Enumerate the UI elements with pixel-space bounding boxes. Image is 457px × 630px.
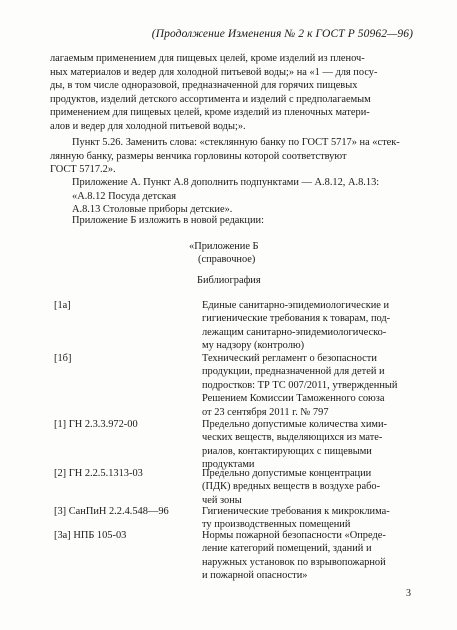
text-line: подростков: ТР ТС 007/2011, утвержденный [202,379,398,391]
appendix-title: «Приложение Б [189,241,259,252]
text-line: гигиенические требования к товарам, под- [202,313,391,325]
paragraph-continuation [50,52,412,134]
text-line: продуктов, изделий детского ассортимента и изделий с предполагаемым [50,93,371,105]
text-line: ды, в том числе одноразовой, предназначенной для горячих пищевых [50,80,358,92]
text-line: ление категорий помещений, зданий и [202,543,372,555]
text-line: Приложение А. Пункт А.8 дополнить подпунктами — А.8.12, А.8.13: [72,177,380,188]
text-line: Предельно допустимые количества хими- [202,419,387,430]
text-line: Пункт 5.26. Заменить слова: «стеклянную банку по ГОСТ 5717» на «стек- [72,137,400,148]
bibliography-ref: [1б] [54,353,72,364]
bibliography-ref: [2] ГН 2.2.5.1313-03 [54,468,143,479]
text-line: ных материалов и ведер для холодной питьевой воды;» на «1 — для посу- [50,66,378,78]
text-line: лагаемым применением для пищевых целей, кроме изделий из пленоч- [50,53,365,64]
text-line: чей зоны [202,494,242,506]
text-line: А.8.13 Столовые приборы детские». [72,204,233,216]
bibliography-desc [202,505,412,532]
bibliography-title: Библиография [197,275,261,286]
text-line: «А.8.12 Посуда детская [72,190,177,202]
text-line: Технический регламент о безопасности [202,353,377,364]
text-line: му надзору (контролю) [202,340,305,352]
appendix-subtitle: (справочное) [198,254,256,265]
text-line: риалов, контактирующих с пищевыми [202,445,372,457]
text-line: Предельно допустимые концентрации [202,468,372,479]
text-line: лежащим санитарно-эпидемиологическо- [202,326,387,338]
text-line: Нормы пожарной безопасности «Опреде- [202,530,386,541]
text-line: и пожарной опасности» [202,570,308,582]
paragraph-point-5-26 [50,136,412,177]
text-line: Решением Комиссии Таможенного союза [202,393,385,405]
bibliography-ref: [1a] [54,300,71,311]
paragraph-appendix-a [50,176,412,217]
text-line: ГОСТ 5717.2». [50,164,116,176]
bibliography-ref: [1] ГН 2.3.3.972-00 [54,419,138,430]
bibliography-ref: [3] СанПиН 2.2.4.548—96 [54,506,169,517]
text-line: Единые санитарно-эпидемиологические и [202,300,390,311]
text-line: лянную банку, размеры венчика горловины которой соответствуют [50,150,347,162]
bibliography-desc [202,352,412,419]
text-line: алов и ведер для холодной питьевой воды;». [50,120,246,132]
bibliography-desc [202,418,412,472]
text-line: продуктами [202,459,255,471]
text-line: ческих веществ, выделяющихся из мате- [202,432,383,444]
text-line: наружных установок по взрывопожарной [202,556,386,568]
paragraph-appendix-b [50,214,412,228]
bibliography-ref: [3а] НПБ 105-03 [54,530,127,541]
bibliography-desc [202,467,412,507]
text-line: продукции, предназначенной для детей и [202,366,385,378]
page-number: 3 [406,588,411,599]
text-line: (ПДК) вредных веществ в воздухе рабо- [202,481,381,493]
text-line: Приложение Б изложить в новой редакции: [72,215,264,226]
bibliography-desc [202,299,412,353]
page-header: (Продолжение Изменения № 2 к ГОСТ Р 50962—96) [151,28,413,40]
text-line: применением для пищевых целей, кроме изделий из пленочных матери- [50,107,370,119]
text-line: Гигиенические требования к микроклима- [202,506,390,517]
text-line: ту производственных помещений [202,519,351,531]
text-line: от 23 сентября 2011 г. № 797 [202,406,329,418]
bibliography-desc [202,529,412,583]
